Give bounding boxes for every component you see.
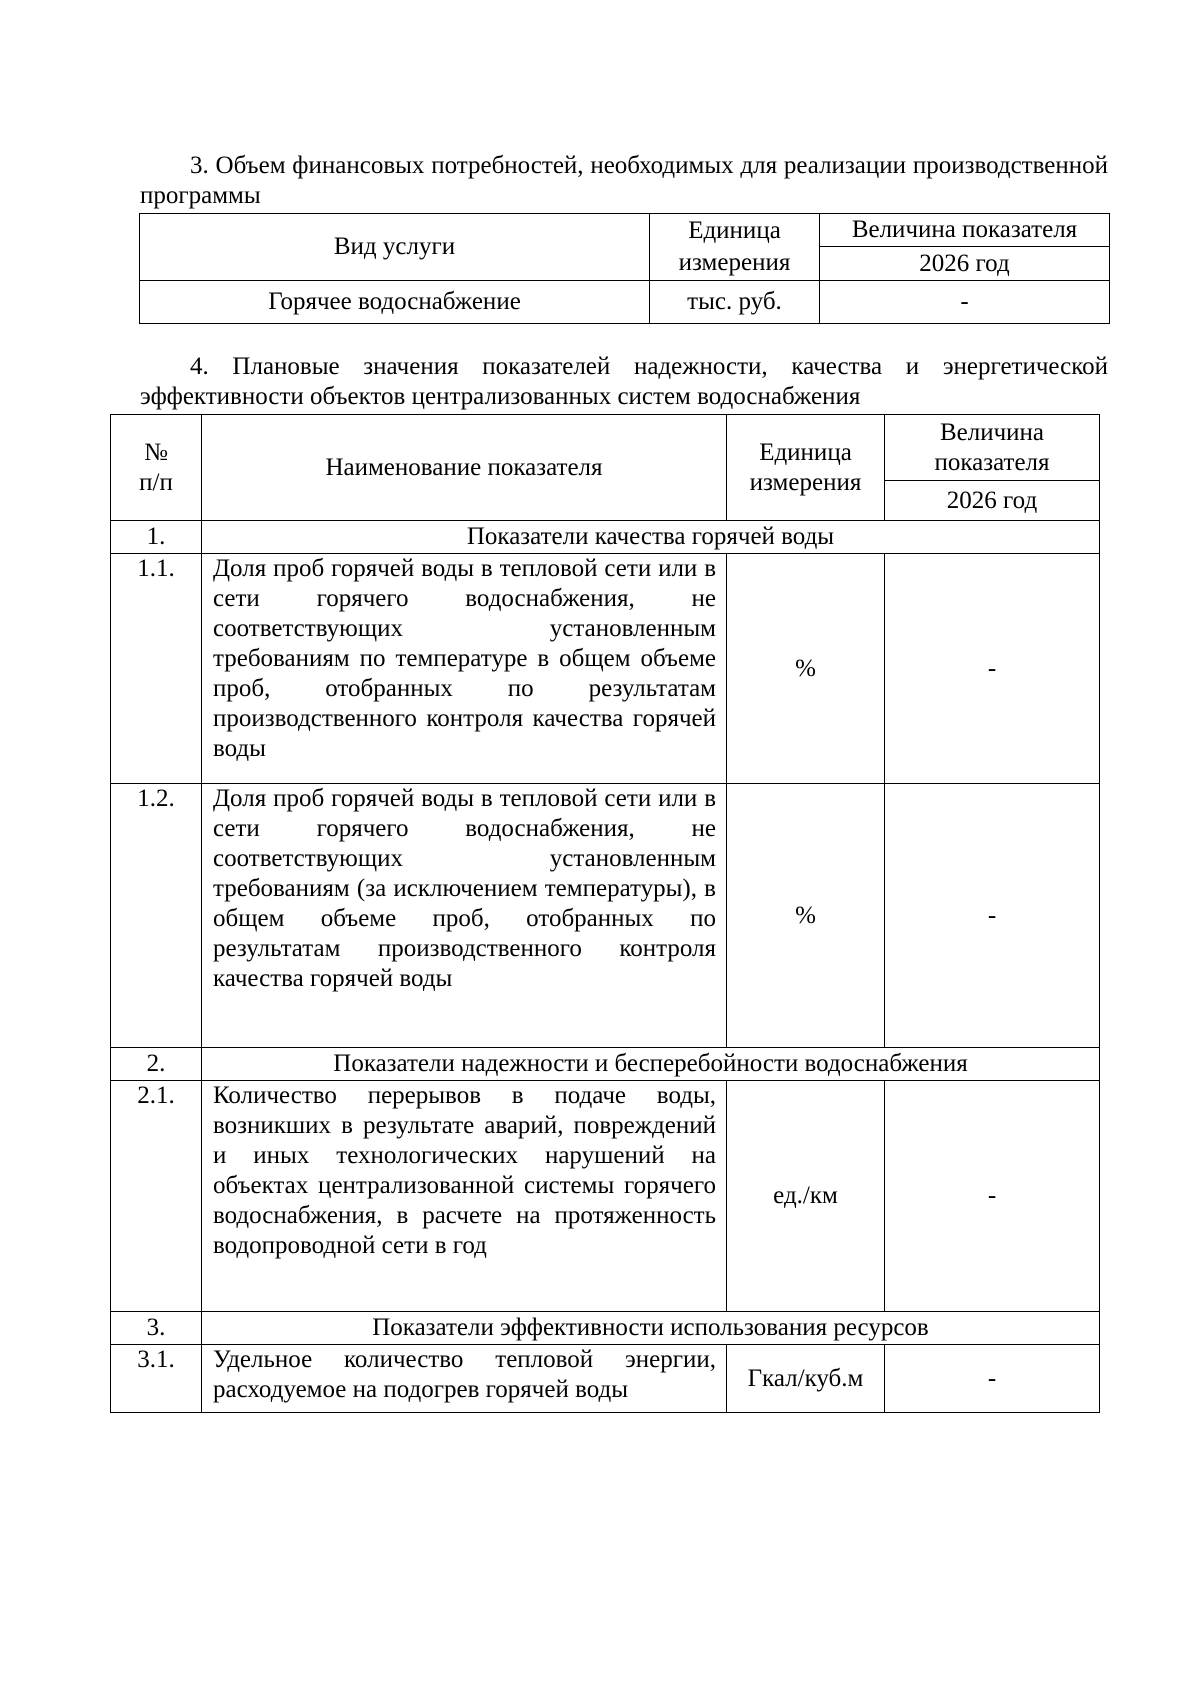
header-num: № п/п	[111, 415, 202, 521]
cell-value: -	[885, 1345, 1100, 1413]
header-value: Величина показателя	[885, 415, 1100, 481]
table-row	[111, 784, 1100, 1048]
cell-value: -	[885, 554, 1100, 784]
table-row	[111, 554, 1100, 784]
cell-num: 1.2.	[111, 784, 202, 1048]
section-4-heading: 4. Плановые значения показателей надежности, качества и энергетической эффективности объектов централизованных систем водоснабжения	[140, 353, 1108, 410]
cell-unit: %	[727, 554, 885, 784]
cell-unit: %	[727, 784, 885, 1048]
group-title: Показатели качества горячей воды	[202, 521, 1100, 554]
section-3-heading: 3. Объем финансовых потребностей, необходимых для реализации производственной программы	[140, 152, 1108, 209]
cell-unit: тыс. руб.	[650, 281, 820, 324]
header-value: Величина показателя	[820, 214, 1110, 247]
indicators-table	[110, 414, 1100, 1413]
group-row	[111, 521, 1100, 554]
cell-num: 1.1.	[111, 554, 202, 784]
header-year: 2026 год	[885, 481, 1100, 521]
table-row	[111, 1081, 1100, 1312]
header-unit: Единица измерения	[650, 214, 820, 281]
cell-name: Удельное количество тепловой энергии, расходуемое на подогрев горячей воды	[202, 1345, 727, 1413]
cell-unit: ед./км	[727, 1081, 885, 1312]
group-row	[111, 1048, 1100, 1081]
cell-service: Горячее водоснабжение	[140, 281, 650, 324]
cell-value: -	[885, 1081, 1100, 1312]
header-service: Вид услуги	[140, 214, 650, 281]
cell-name: Количество перерывов в подаче воды, возникших в результате аварий, повреждений и иных технологических нарушений на объектах централизованной системы горячего водоснабжения, в расчете на протяженность водопроводной сети в год	[202, 1081, 727, 1312]
cell-value: -	[885, 784, 1100, 1048]
table-header-row	[111, 415, 1100, 481]
table-row	[140, 281, 1110, 324]
group-title: Показатели надежности и бесперебойности водоснабжения	[202, 1048, 1100, 1081]
cell-name: Доля проб горячей воды в тепловой сети или в сети горячего водоснабжения, не соответствующих установленным требованиям по температуре в общем объеме проб, отобранных по результатам производственного контроля качества горячей воды	[202, 554, 727, 784]
header-name: Наименование показателя	[202, 415, 727, 521]
group-title: Показатели эффективности использования ресурсов	[202, 1312, 1100, 1345]
cell-num: 2.1.	[111, 1081, 202, 1312]
financial-needs-table	[139, 213, 1110, 324]
group-num: 3.	[111, 1312, 202, 1345]
cell-name: Доля проб горячей воды в тепловой сети или в сети горячего водоснабжения, не соответствующих установленным требованиям (за исключением температуры), в общем объеме проб, отобранных по результатам производственного контроля качества горячей воды	[202, 784, 727, 1048]
group-num: 1.	[111, 521, 202, 554]
cell-unit: Гкал/куб.м	[727, 1345, 885, 1413]
header-year: 2026 год	[820, 247, 1110, 281]
header-unit: Единица измерения	[727, 415, 885, 521]
table-row	[111, 1345, 1100, 1413]
table-header-row	[140, 214, 1110, 247]
group-num: 2.	[111, 1048, 202, 1081]
cell-num: 3.1.	[111, 1345, 202, 1413]
group-row	[111, 1312, 1100, 1345]
cell-value: -	[820, 281, 1110, 324]
